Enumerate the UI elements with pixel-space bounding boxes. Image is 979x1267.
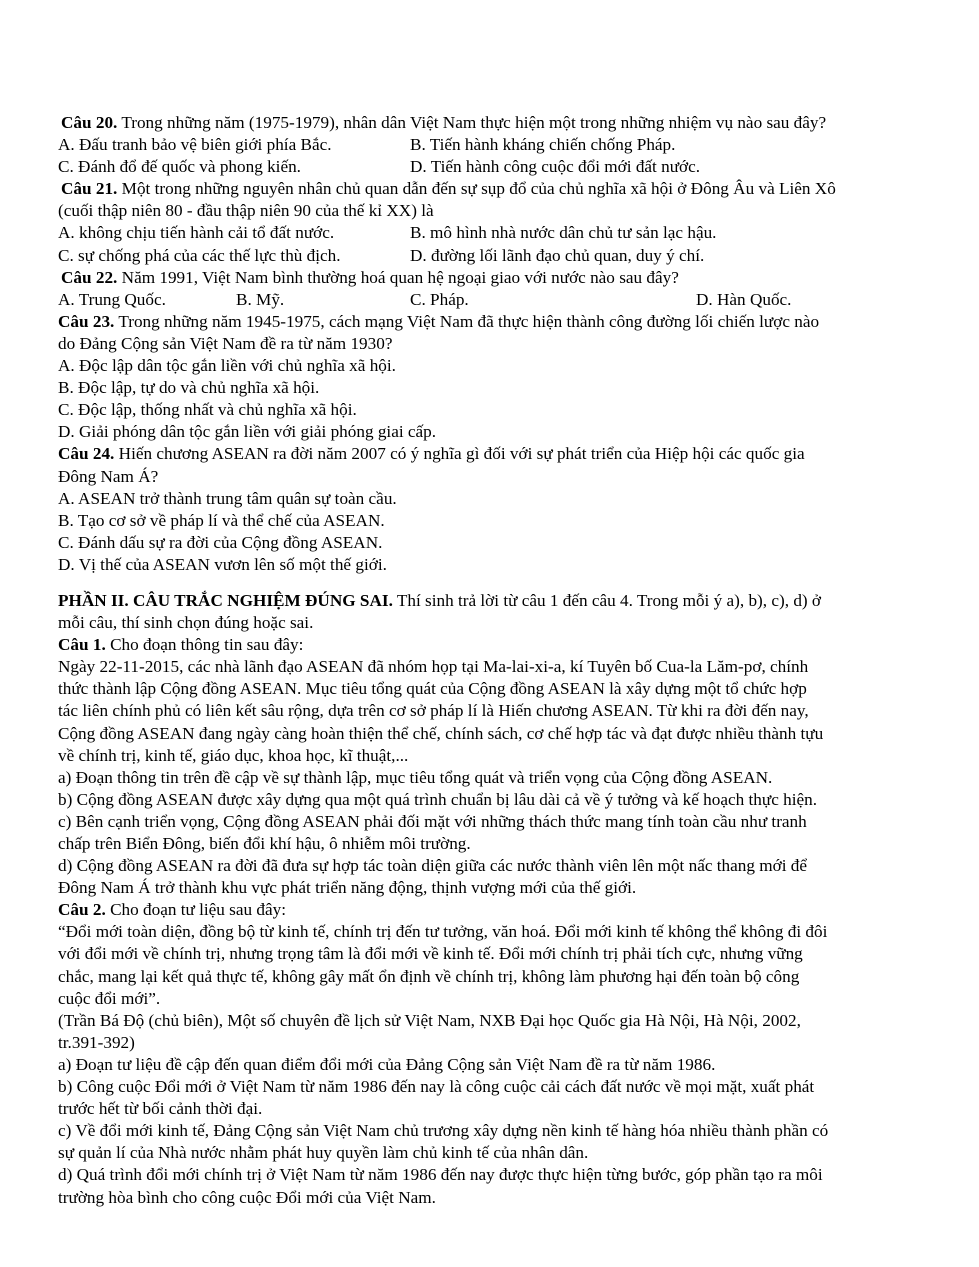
option-c: C. Pháp. [410,289,469,309]
tf-question-1 [58,634,930,656]
options-row [58,156,930,178]
statement-c-cont: chấp trên Biển Đông, biến đổi khí hậu, ô nhiễm môi trường. [58,834,471,853]
option-c: C. Đánh dấu sự ra đời của Cộng đồng ASEAN. [58,532,383,552]
passage-line: chắc, mang lại kết quả thực tế, không gây mất ổn định về chính trị, không làm phương hại đến toàn bộ công [58,966,800,986]
option-d: D. đường lối lãnh đạo chủ quan, duy ý chí. [410,245,705,265]
source-citation: (Trần Bá Độ (chủ biên), Một số chuyên đề lịch sử Việt Nam, NXB Đại học Quốc gia Hà Nội, Hà Nội, 2002, [58,1010,801,1030]
section-gap [58,576,930,590]
option-c: C. Độc lập, thống nhất và chủ nghĩa xã hội. [58,400,357,420]
option-d: D. Hàn Quốc. [696,289,792,309]
option-c: C. Đánh đổ đế quốc và phong kiến. [58,157,301,177]
source-citation-cont: tr.391-392) [58,1032,135,1052]
passage-line: về chính trị, kinh tế, giáo dục, khoa học, kĩ thuật,... [58,745,409,765]
question-24 [58,443,930,465]
statement-c: c) Bên cạnh triển vọng, Cộng đồng ASEAN phải đối mặt với những thách thức mang tính toàn cầu như tranh [58,811,807,831]
passage-line: Cộng đồng ASEAN đang ngày càng hoàn thiện thể chế, chính sách, cơ chế hợp tác và đạt được nhiều thành tựu [58,723,824,743]
passage-line: Ngày 22-11-2015, các nhà lãnh đạo ASEAN đã nhóm họp tại Ma-lai-xi-a, kí Tuyên bố Cua-la Lăm-pơ, chính [58,657,809,677]
options-row [58,289,930,311]
statement-a: a) Đoạn tư liệu đề cập đến quan điểm đổi mới của Đảng Cộng sản Việt Nam đề ra từ năm 1986. [58,1054,716,1074]
statement-d: d) Quá trình đổi mới chính trị ở Việt Nam từ năm 1986 đến nay được thực hiện từng bước, góp phần tạo ra môi [58,1165,823,1185]
question-text: Hiến chương ASEAN ra đời năm 2007 có ý nghĩa gì đối với sự phát triển của Hiệp hội các quốc gia [114,444,805,464]
question-number: Câu 20. [61,113,118,132]
section-intro: Thí sinh trả lời từ câu 1 đến câu 4. Trong mỗi ý a), b), c), d) ở [392,590,822,610]
statement-b-cont: trước hết từ bối cảnh thời đại. [58,1099,263,1119]
question-21 [61,178,930,200]
passage-line: thức thành lập Cộng đồng ASEAN. Mục tiêu tổng quát của Cộng đồng ASEAN là xây dựng một tổ chức hợp [58,679,807,699]
statement-b: b) Cộng đồng ASEAN được xây dựng qua một quá trình chuẩn bị lâu dài cả về ý tưởng và kế hoạch thực hiện. [58,789,818,809]
statement-d-cont: Đông Nam Á trở thành khu vực phát triển năng động, thịnh vượng mới của thế giới. [58,878,637,898]
passage-line: với đổi mới về chính trị, nhưng trọng tâm là đổi mới về kinh tế. Đổi mới chính trị phải tích cực, nhưng vững [58,944,803,964]
part-2-heading [58,590,930,612]
options-row [58,245,930,267]
question-20 [61,112,930,134]
question-22 [61,267,930,289]
question-text-cont: Đông Nam Á? [58,466,159,486]
option-d: D. Vị thế của ASEAN vươn lên số một thế giới. [58,554,387,574]
question-number: Câu 24. [58,444,115,464]
question-text-cont: do Đảng Cộng sản Việt Nam đề ra từ năm 1930? [58,333,393,353]
option-b: B. Tiến hành kháng chiến chống Pháp. [410,135,676,155]
option-a: A. ASEAN trở thành trung tâm quân sự toàn cầu. [58,488,397,508]
option-c: C. sự chống phá của các thế lực thù địch. [58,245,341,265]
tf-question-2 [58,899,930,921]
passage-line: tác liên chính phủ có liên kết sâu rộng, dựa trên cơ sở pháp lí là Hiến chương ASEAN. Từ khi ra đời đến nay, [58,701,809,721]
option-b: B. mô hình nhà nước dân chủ tư sản lạc hậu. [410,223,717,243]
option-d: D. Tiến hành công cuộc đổi mới đất nước. [410,157,701,177]
question-lead: Cho đoạn thông tin sau đây: [105,635,304,655]
option-a: A. Độc lập dân tộc gắn liền với chủ nghĩa xã hội. [58,356,396,376]
statement-d: d) Cộng đồng ASEAN ra đời đã đưa sự hợp tác toàn diện giữa các nước thành viên lên một nấc thang mới để [58,856,808,876]
question-text: Trong những năm (1975-1979), nhân dân Việt Nam thực hiện một trong những nhiệm vụ nào sau đây? [117,113,827,132]
question-text: Năm 1991, Việt Nam bình thường hoá quan hệ ngoại giao với nước nào sau đây? [117,267,679,287]
question-number: Câu 1. [58,635,106,655]
question-number: Câu 23. [58,311,115,331]
option-a: A. Trung Quốc. [58,289,166,309]
question-number: Câu 21. [61,179,118,199]
options-row [58,134,930,156]
exam-page [58,112,930,1209]
question-text: Trong những năm 1945-1975, cách mạng Việt Nam đã thực hiện thành công đường lối chiến lược nào [114,311,820,331]
statement-d-cont: trường hòa bình cho công cuộc Đổi mới của Việt Nam. [58,1187,436,1207]
section-intro-cont: mỗi câu, thí sinh chọn đúng hoặc sai. [58,613,314,633]
option-a: A. Đấu tranh bảo vệ biên giới phía Bắc. [58,135,332,155]
question-number: Câu 2. [58,900,106,920]
options-row [58,222,930,244]
option-b: B. Mỹ. [236,289,285,309]
statement-c: c) Về đổi mới kinh tế, Đảng Cộng sản Việt Nam chủ trương xây dựng nền kinh tế hàng hóa nhiều thành phần có [58,1121,829,1141]
statement-c-cont: sự quản lí của Nhà nước nhằm phát huy quyền làm chủ kinh tế của nhân dân. [58,1143,589,1163]
statement-a: a) Đoạn thông tin trên đề cập về sự thành lập, mục tiêu tổng quát và triển vọng của Cộng đồng ASEAN. [58,767,773,787]
question-23 [58,311,930,333]
question-number: Câu 22. [61,267,118,287]
statement-b: b) Công cuộc Đổi mới ở Việt Nam từ năm 1986 đến nay là công cuộc cải cách đất nước về mọi mặt, xuất phát [58,1077,815,1097]
section-title: PHẦN II. CÂU TRẮC NGHIỆM ĐÚNG SAI. [58,590,393,610]
question-text-cont: (cuối thập niên 80 - đầu thập niên 90 của thế kỉ XX) là [58,201,434,221]
passage-line: “Đổi mới toàn diện, đồng bộ từ kinh tế, chính trị đến tư tưởng, văn hoá. Đổi mới kinh tế không thể không đi đôi [58,922,828,942]
passage-line: cuộc đổi mới”. [58,988,161,1008]
option-d: D. Giải phóng dân tộc gắn liền với giải phóng giai cấp. [58,422,437,442]
option-b: B. Độc lập, tự do và chủ nghĩa xã hội. [58,378,320,398]
question-text: Một trong những nguyên nhân chủ quan dẫn đến sự sụp đổ của chủ nghĩa xã hội ở Đông Âu và Liên Xô [117,179,836,199]
option-a: A. không chịu tiến hành cải tổ đất nước. [58,223,335,243]
option-b: B. Tạo cơ sở về pháp lí và thể chế của ASEAN. [58,510,385,530]
question-lead: Cho đoạn tư liệu sau đây: [105,900,286,920]
